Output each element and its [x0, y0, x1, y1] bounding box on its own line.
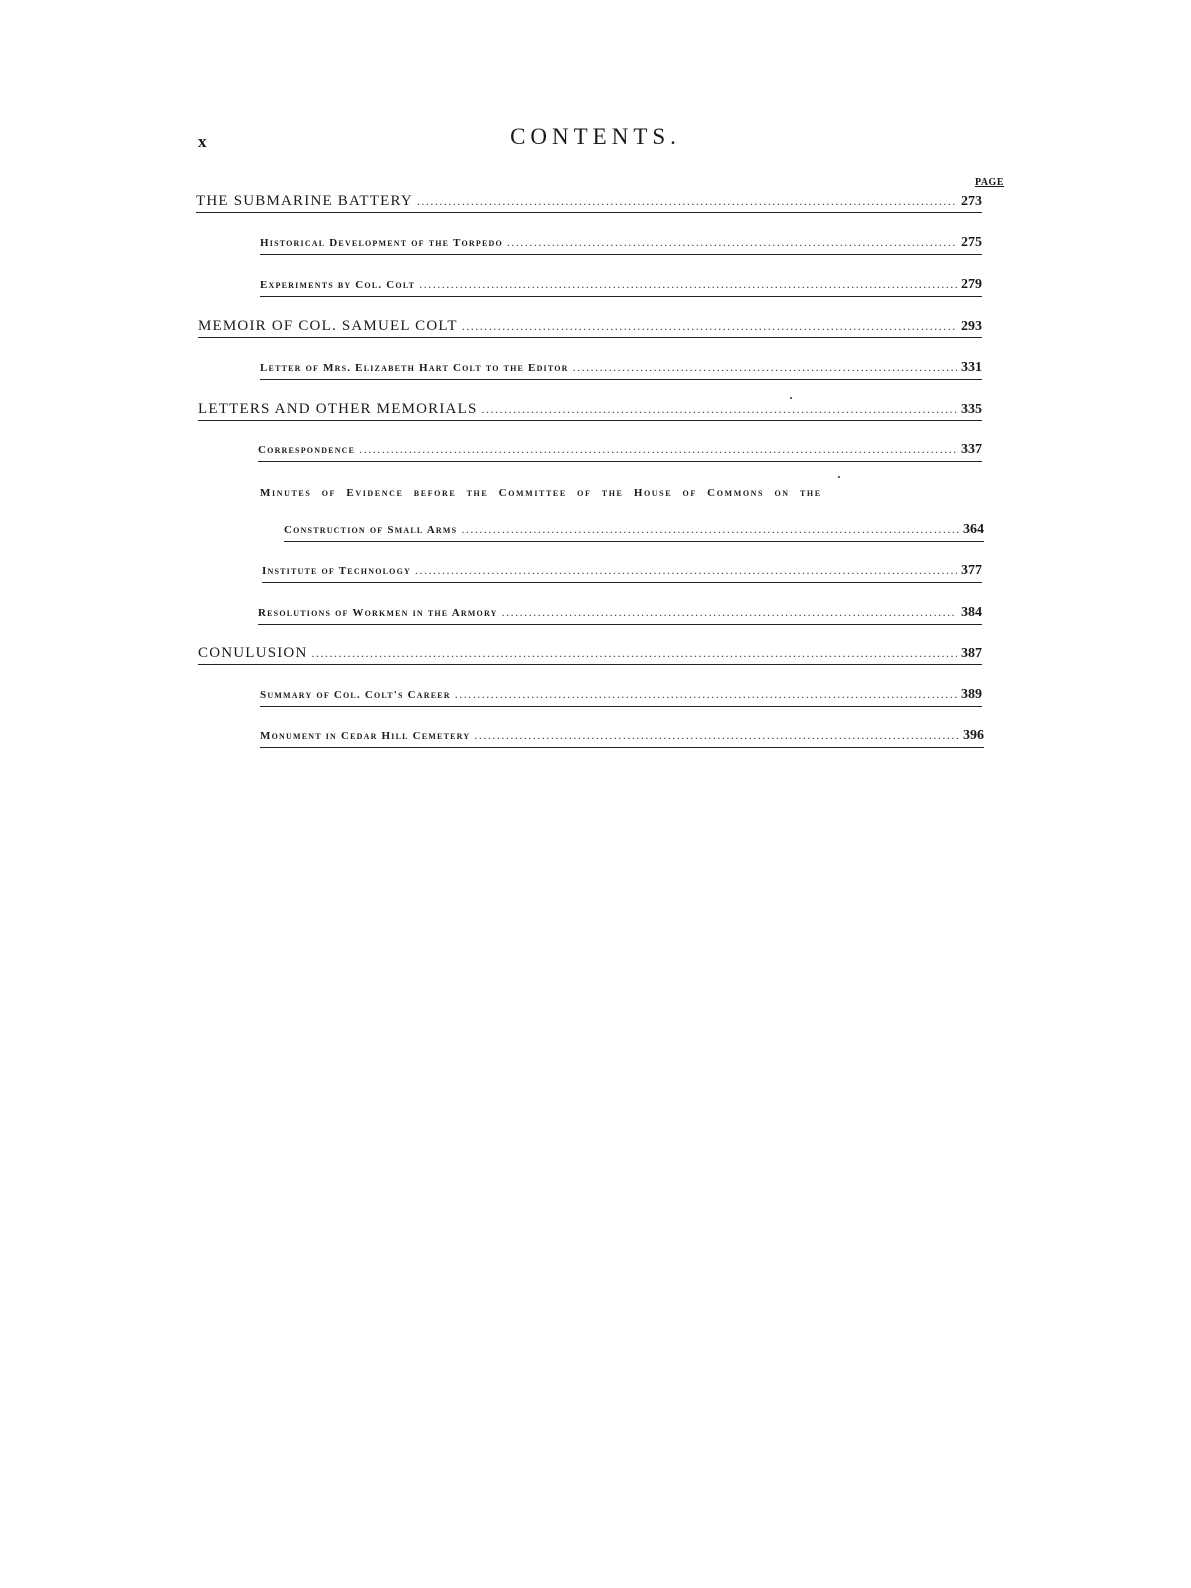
toc-entry-title: Resolutions of Workmen in the Armory — [258, 607, 498, 619]
dot-leader — [461, 522, 959, 537]
toc-entry-page: 364 — [963, 522, 984, 537]
page-title: CONTENTS. — [510, 124, 681, 149]
toc-entry-page: 389 — [961, 687, 982, 702]
toc-entry-title: CONULUSION — [198, 645, 308, 661]
toc-entry[interactable] — [260, 277, 982, 297]
toc-entry-page: 384 — [961, 605, 982, 620]
dot-leader — [359, 442, 957, 457]
toc-entry[interactable] — [260, 728, 984, 748]
toc-entry-page: 275 — [961, 235, 982, 250]
toc-entry[interactable] — [198, 318, 982, 338]
dot-leader — [417, 194, 957, 209]
toc-entry[interactable] — [258, 442, 982, 462]
toc-entry-page: 293 — [961, 319, 982, 334]
toc-entry-title: Experiments by Col. Colt — [260, 279, 416, 291]
toc-entry-title: Correspondence — [258, 444, 356, 456]
toc-entry[interactable] — [258, 605, 982, 625]
toc-entry-title: Historical Development of the Torpedo — [260, 237, 503, 249]
toc-entry[interactable] — [198, 401, 982, 421]
dot-leader — [455, 687, 957, 702]
toc-entry-page: 337 — [961, 442, 982, 457]
toc-entry-page: 387 — [961, 646, 982, 661]
toc-entry-title: Institute of Technology — [262, 565, 411, 577]
page-column-label: PAGE — [974, 177, 1004, 188]
dot-leader — [474, 728, 959, 743]
toc-entry-title: Construction of Small Arms — [284, 524, 458, 536]
dot-leader — [507, 235, 957, 250]
dot-leader — [462, 319, 957, 334]
toc-entry[interactable] — [260, 235, 982, 255]
dot-leader — [502, 605, 957, 620]
toc-entry-title: MEMOIR OF COL. SAMUEL COLT — [198, 318, 458, 334]
dot-leader — [481, 402, 957, 417]
toc-entry[interactable] — [284, 522, 984, 542]
toc-entry[interactable] — [260, 687, 982, 707]
toc-entry-title-line1: Minutes of Evidence before the Committee of the House of Commons on the — [260, 487, 822, 499]
toc-entry-page: 335 — [961, 402, 982, 417]
toc-entry-page: 331 — [961, 360, 982, 375]
dot-leader — [573, 360, 957, 375]
toc-entry[interactable] — [260, 360, 982, 380]
toc-entry[interactable] — [262, 563, 982, 583]
toc-entry-title: Summary of Col. Colt's Career — [260, 689, 451, 701]
toc-entry[interactable] — [198, 645, 982, 665]
toc-entry-title: THE SUBMARINE BATTERY — [196, 193, 413, 209]
dot-leader — [312, 646, 958, 661]
page-number: x — [198, 132, 208, 151]
toc-entry-title: LETTERS AND OTHER MEMORIALS — [198, 401, 478, 417]
dot-leader — [419, 277, 957, 292]
toc-entry-title: Letter of Mrs. Elizabeth Hart Colt to the Editor — [260, 362, 569, 374]
toc-entry-page: 377 — [961, 563, 982, 578]
toc-entry-page: 396 — [963, 728, 984, 743]
toc-entry-title: Monument in Cedar Hill Cemetery — [260, 730, 471, 742]
scan-speck — [838, 476, 840, 478]
toc-entry[interactable] — [196, 193, 982, 213]
dot-leader — [415, 563, 957, 578]
toc-entry-page: 279 — [961, 277, 982, 292]
scan-speck — [790, 397, 792, 399]
toc-entry-page: 273 — [961, 194, 982, 209]
